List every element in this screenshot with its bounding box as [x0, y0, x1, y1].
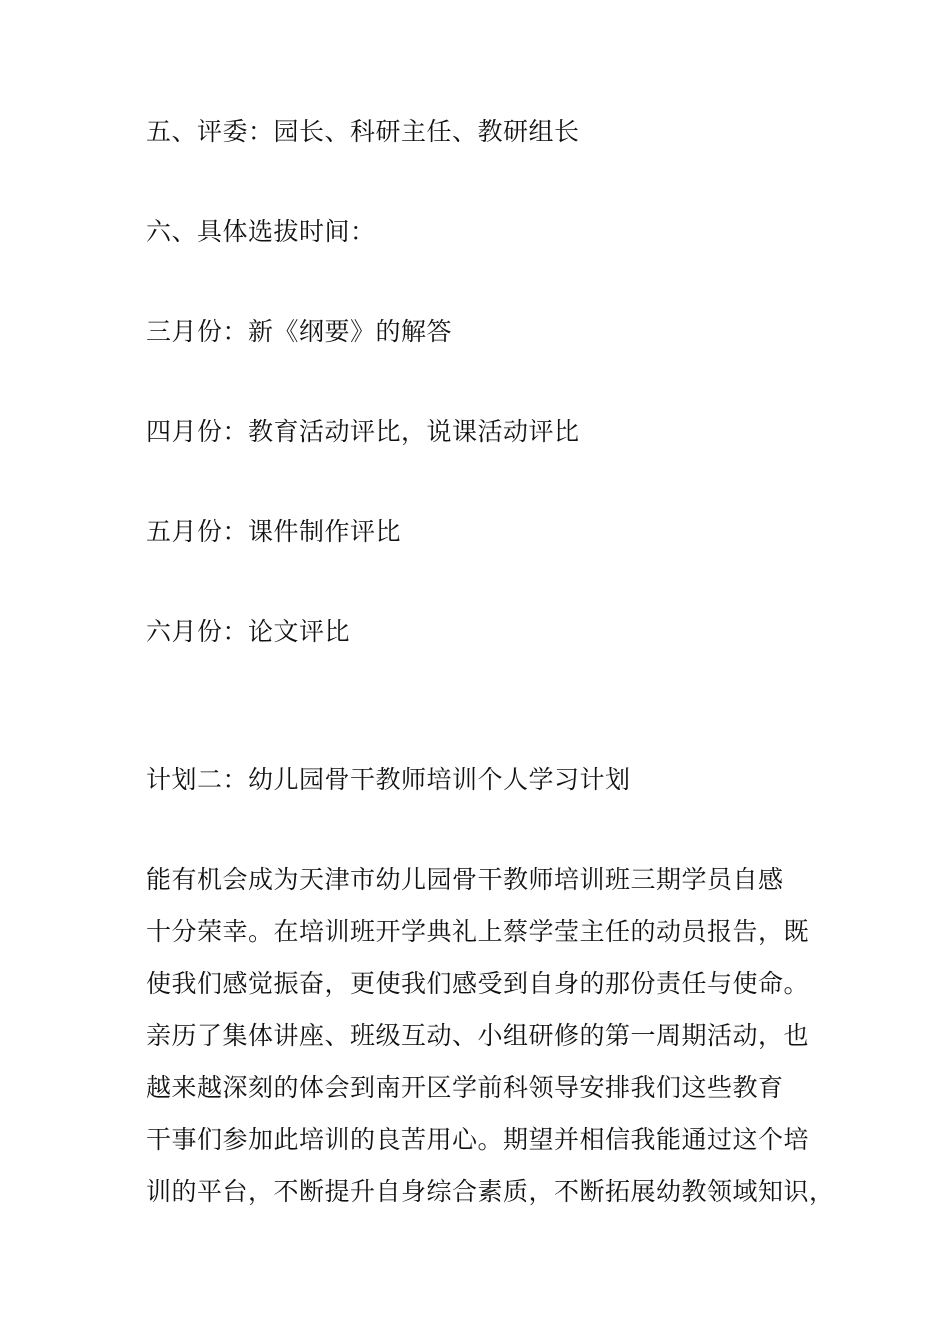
judges-line: 五、评委：园长、科研主任、教研组长 — [146, 117, 580, 146]
body-paragraph — [146, 864, 846, 1228]
paragraph-line: 越来越深刻的体会到南开区学前科领导安排我们这些教育 — [146, 1073, 784, 1102]
section-heading: 计划二：幼儿园骨干教师培训个人学习计划 — [146, 765, 631, 794]
paragraph-line: 训的平台，不断提升自身综合素质，不断拓展幼教领域知识， — [146, 1177, 835, 1206]
schedule-march: 三月份：新《纲要》的解答 — [146, 317, 453, 346]
paragraph-line: 能有机会成为天津市幼儿园骨干教师培训班三期学员自感 — [146, 865, 784, 894]
paragraph-line: 干事们参加此培训的良苦用心。期望并相信我能通过这个培 — [146, 1125, 810, 1154]
paragraph-line: 使我们感觉振奋，更使我们感受到自身的那份责任与使命。 — [146, 969, 810, 998]
paragraph-line: 十分荣幸。在培训班开学典礼上蔡学莹主任的动员报告，既 — [146, 917, 810, 946]
schedule-may: 五月份：课件制作评比 — [146, 517, 402, 546]
schedule-april: 四月份：教育活动评比，说课活动评比 — [146, 417, 580, 446]
schedule-june: 六月份：论文评比 — [146, 617, 351, 646]
schedule-heading: 六、具体选拔时间： — [146, 217, 376, 246]
paragraph-line: 亲历了集体讲座、班级互动、小组研修的第一周期活动，也 — [146, 1021, 810, 1050]
